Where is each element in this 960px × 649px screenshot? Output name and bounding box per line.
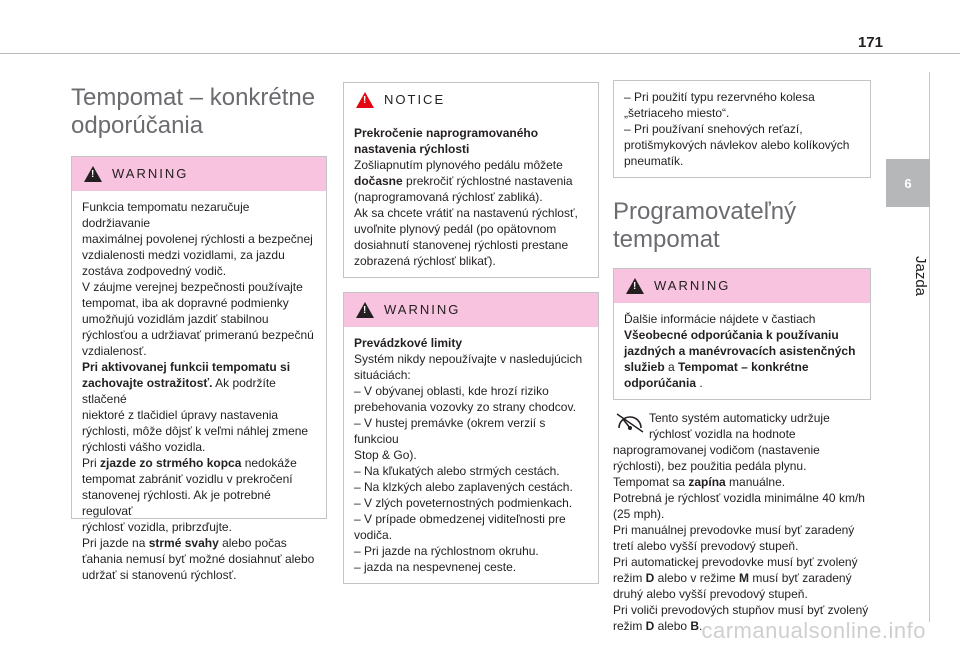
limits-warning-body: Prevádzkové limity Systém nikdy nepoužívajte v nasledujúcich situáciách: – V obývanej oblasti, kde hrozí riziko prebehovania vozovky zo strany chodcov. – V hustej premávke (okrem verzií s funkciou Stop & Go). – Na kľukatých alebo strmých cestách. – Na klzkých alebo zaplavených cestách. – V zlých poveternostných podmienkach. – V prípade obmedzenej viditeľnosti pre vodiča. – Pri jazde na rýchlostnom okruhu. – jazda na nespevnenej ceste. bbox=[354, 336, 583, 574]
notice-body: Prekročenie naprogramovaného nastavenia rýchlosti Zošliapnutím plynového pedálu môžete dočasne prekročiť rýchlostné nastavenia (naprogramovaná rýchlosť zabliká). Ak sa chcete vrátiť na nastavenú rýchlosť, uvoľnite plynový pedál (po opätovnom dosiahnutí stanovenej rýchlosti prestane zobrazená rýchlosť blikať). bbox=[354, 126, 578, 268]
chapter-tab[interactable]: 6 bbox=[886, 159, 930, 207]
chapter-label: Jazda bbox=[912, 255, 929, 297]
warning-icon bbox=[356, 302, 374, 318]
section-title: Programovateľný tempomat bbox=[613, 198, 797, 253]
info-text: Tento systém automaticky udržuje rýchlosť vozidla na hodnote naprogramovanej vodičom (nastavenie rýchlosti), bez použitia pedála plynu. Tempomat sa zapína manuálne. Potrebná je rýchlosť vozidla minimálne 40 km/h (25 mph). Pri manuálnej prevodovke musí byť zaradený tretí alebo vyšší prevodový stupeň. Pri automatickej prevodovke musí byť zvolený režim D alebo v režime M musí byť zaradený druhý alebo vyšší prevodový stupeň. Pri voliči prevodových stupňov musí byť zvolený režim D alebo B. bbox=[613, 410, 871, 634]
header-rule bbox=[0, 53, 960, 54]
middle-column bbox=[343, 82, 599, 584]
page-number: 171 bbox=[857, 34, 883, 51]
watermark: carmanualsonline.info bbox=[701, 618, 926, 643]
notice-box bbox=[343, 82, 599, 278]
speedometer-icon bbox=[615, 410, 645, 434]
notice-header bbox=[344, 83, 598, 117]
section-title: Tempomat – konkrétne odporúčania bbox=[71, 84, 316, 139]
side-rule bbox=[929, 72, 930, 622]
warning-header bbox=[72, 157, 326, 191]
continued-body: – Pri použití typu rezervného kolesa „šetriaceho miesto“. – Pri používaní snehových reťazí, protišmykových návlekov alebo kolíkových pneumatík. bbox=[624, 90, 850, 168]
info-warning-header bbox=[614, 269, 870, 303]
notice-label: NOTICE bbox=[384, 92, 446, 107]
notice-icon bbox=[356, 92, 374, 108]
info-warning-label: WARNING bbox=[654, 278, 731, 293]
warning-body: Funkcia tempomatu nezaručuje dodržiavanie maximálnej povolenej rýchlosti a bezpečnej vzdialenosti medzi vozidlami, za jazdu zostáva zodpovedný vodič. V záujme verejnej bezpečnosti používajte tempomat, iba ak dopravné podmienky umožňujú vozidlám jazdiť stabilnou rýchlosťou a udržiavať primeranú bezpečnú vzdialenosť. Pri aktivovanej funkcii tempomatu si zachovajte ostražitosť. Ak podržíte stlačené niektoré z tlačidiel úpravy nastavenia rýchlosti, môže dôjsť k veľmi náhlej zmene rýchlosti vášho vozidla. Pri zjazde zo strmého kopca nedokáže tempomat zabrániť vozidlu v prekročení stanovenej rýchlosti. Ak je potrebné regulovať rýchlosť vozidla, pribrzďujte. Pri jazde na strmé svahy alebo počas ťahania nemusí byť možné dosiahnuť alebo udržať si stanovenú rýchlosť. bbox=[82, 200, 315, 582]
left-column bbox=[71, 84, 327, 582]
warning-label: WARNING bbox=[112, 166, 189, 181]
right-column bbox=[613, 80, 871, 634]
warning-box bbox=[71, 156, 327, 582]
continued-box bbox=[613, 80, 871, 178]
warning-icon bbox=[626, 278, 644, 294]
limits-warning-label: WARNING bbox=[384, 302, 461, 317]
info-warning-body: Ďalšie informácie nájdete v častiach Všeobecné odporúčania k používaniu jazdných a manévrovacích asistenčných služieb a Tempomat – konkrétne odporúčania . bbox=[624, 312, 856, 390]
limits-warning-box bbox=[343, 292, 599, 584]
info-warning-box bbox=[613, 268, 871, 400]
warning-icon bbox=[84, 166, 102, 182]
limits-warning-header bbox=[344, 293, 598, 327]
info-note: Tento systém automaticky udržuje rýchlosť vozidla na hodnote bbox=[613, 410, 871, 442]
